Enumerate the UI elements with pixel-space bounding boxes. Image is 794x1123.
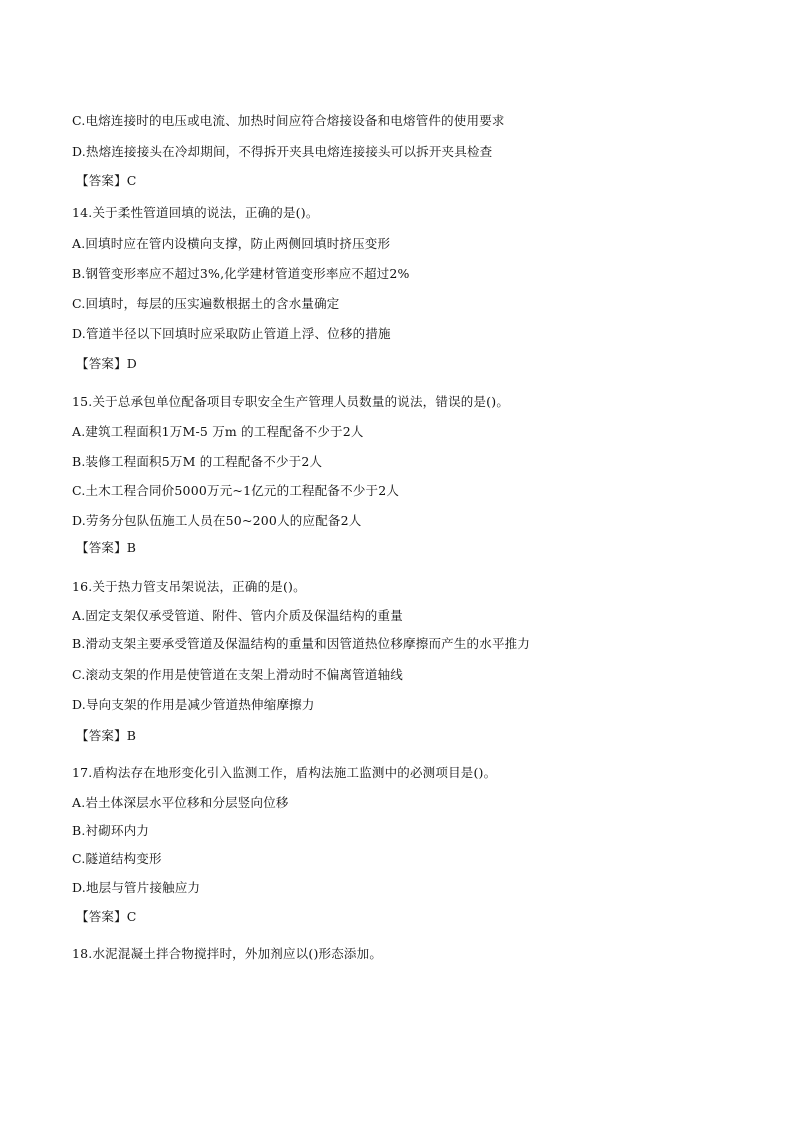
option-line: B.滑动支架主要承受管道及保温结构的重量和因管道热位移摩擦而产生的水平推力 xyxy=(72,636,531,651)
option-line: D.导向支架的作用是减少管道热伸缩摩擦力 xyxy=(72,697,315,712)
option-line: C.隧道结构变形 xyxy=(72,851,162,866)
question-line: 16.关于热力管支吊架说法，正确的是()。 xyxy=(72,579,306,594)
answer-line: 【答案】B xyxy=(76,728,137,743)
answer-line: 【答案】C xyxy=(76,173,137,188)
option-line: B.装修工程面积5万M 的工程配备不少于2人 xyxy=(72,454,323,469)
question-line: 17.盾构法存在地形变化引入监测工作，盾构法施工监测中的必测项目是()。 xyxy=(72,765,497,780)
option-line: C.滚动支架的作用是使管道在支架上滑动时不偏离管道轴线 xyxy=(72,667,403,682)
answer-line: 【答案】C xyxy=(76,909,137,924)
option-line: B.钢管变形率应不超过3%,化学建材管道变形率应不超过2% xyxy=(72,266,410,281)
option-line: A.岩土体深层水平位移和分层竖向位移 xyxy=(72,795,289,810)
question-line: 18.水泥混凝土拌合物搅拌时，外加剂应以()形态添加。 xyxy=(72,946,383,961)
question-line: 14.关于柔性管道回填的说法，正确的是()。 xyxy=(72,205,319,220)
option-line: A.固定支架仅承受管道、附件、管内介质及保温结构的重量 xyxy=(72,608,403,623)
option-line: A.回填时应在管内设横向支撑，防止两侧回填时挤压变形 xyxy=(72,236,391,251)
option-line: A.建筑工程面积1万M-5 万m 的工程配备不少于2人 xyxy=(72,424,364,439)
answer-line: 【答案】D xyxy=(76,356,138,371)
answer-line: 【答案】B xyxy=(76,540,137,555)
option-line: D.地层与管片接触应力 xyxy=(72,880,201,895)
option-line: D.管道半径以下回填时应采取防止管道上浮、位移的措施 xyxy=(72,326,391,341)
question-line: 15.关于总承包单位配备项目专职安全生产管理人员数量的说法，错误的是()。 xyxy=(72,394,510,409)
option-line: C.电熔连接时的电压或电流、加热时间应符合熔接设备和电熔管件的使用要求 xyxy=(72,113,505,128)
option-line: D.热熔连接接头在冷却期间，不得拆开夹具电熔连接接头可以拆开夹具检查 xyxy=(72,144,493,159)
option-line: C.回填时，每层的压实遍数根据土的含水量确定 xyxy=(72,296,340,311)
option-line: C.土木工程合同价5000万元~1亿元的工程配备不少于2人 xyxy=(72,483,400,498)
option-line: B.衬砌环内力 xyxy=(72,823,150,838)
option-line: D.劳务分包队伍施工人员在50~200人的应配备2人 xyxy=(72,513,362,528)
